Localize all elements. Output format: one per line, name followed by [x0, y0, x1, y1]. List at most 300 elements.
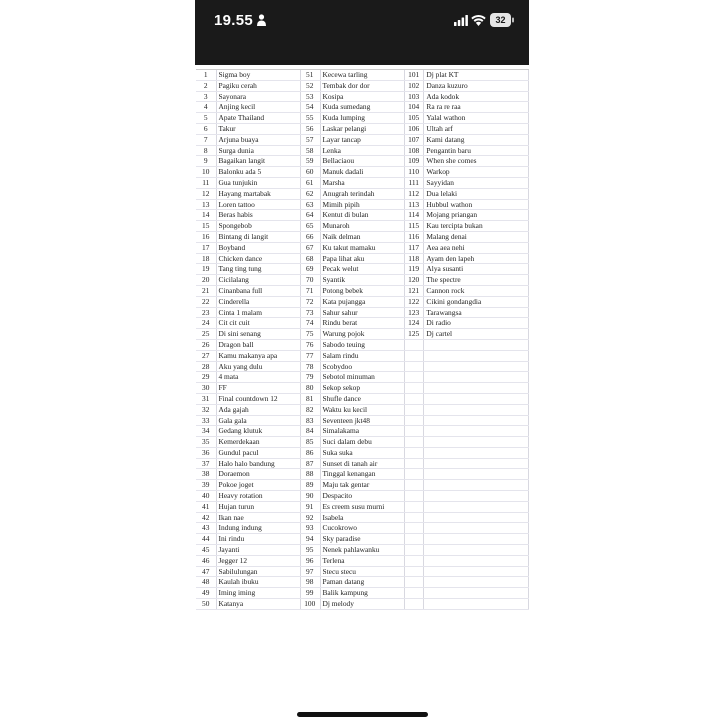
table-row — [404, 339, 529, 350]
table-row — [196, 210, 300, 221]
table-row — [404, 523, 529, 534]
song-title: Takur — [216, 123, 300, 134]
table-row — [300, 285, 404, 296]
table-row — [404, 566, 529, 577]
song-title: Final countdown 12 — [216, 393, 300, 404]
table-row — [404, 491, 529, 502]
song-title: Heavy rotation — [216, 491, 300, 502]
table-row — [404, 350, 529, 361]
song-number: 34 — [196, 426, 216, 437]
table-row — [404, 177, 529, 188]
song-number: 84 — [300, 426, 320, 437]
song-title: Maju tak gentar — [320, 480, 404, 491]
table-row — [300, 264, 404, 275]
table-row — [196, 134, 300, 145]
song-number: 91 — [300, 501, 320, 512]
table-row — [196, 285, 300, 296]
table-row — [300, 145, 404, 156]
song-title: Halo halo bandung — [216, 458, 300, 469]
song-number: 93 — [300, 523, 320, 534]
song-title: Es creem susu murni — [320, 501, 404, 512]
song-number: 60 — [300, 167, 320, 178]
table-row — [196, 480, 300, 491]
song-number: 79 — [300, 372, 320, 383]
song-number: 18 — [196, 253, 216, 264]
song-number: 52 — [300, 80, 320, 91]
table-row — [404, 599, 529, 610]
song-number: 83 — [300, 415, 320, 426]
table-row — [196, 437, 300, 448]
song-title: Sky paradise — [320, 534, 404, 545]
song-title: Hubbul wathon — [424, 199, 529, 210]
table-row — [404, 167, 529, 178]
song-number: 40 — [196, 491, 216, 502]
song-title: Ini rindu — [216, 534, 300, 545]
song-number: 69 — [300, 264, 320, 275]
song-number: 110 — [404, 167, 424, 178]
song-number: 45 — [196, 545, 216, 556]
song-number: 59 — [300, 156, 320, 167]
song-title: Sayyidan — [424, 177, 529, 188]
song-title: Spongebob — [216, 221, 300, 232]
table-row — [300, 599, 404, 610]
song-title: Pengantin baru — [424, 145, 529, 156]
song-number: 121 — [404, 285, 424, 296]
song-title — [424, 523, 529, 534]
song-number: 71 — [300, 285, 320, 296]
table-row — [300, 545, 404, 556]
song-number: 13 — [196, 199, 216, 210]
song-title: Arjuna buaya — [216, 134, 300, 145]
song-number: 17 — [196, 242, 216, 253]
song-title: Pokoe joget — [216, 480, 300, 491]
song-number: 33 — [196, 415, 216, 426]
song-number — [404, 523, 424, 534]
table-row — [196, 469, 300, 480]
song-title: Layar tancap — [320, 134, 404, 145]
table-row — [300, 534, 404, 545]
song-title: Pagiku cerah — [216, 80, 300, 91]
table-row — [196, 231, 300, 242]
table-row — [404, 555, 529, 566]
table-row — [404, 199, 529, 210]
song-number: 41 — [196, 501, 216, 512]
song-number: 44 — [196, 534, 216, 545]
song-number: 95 — [300, 545, 320, 556]
table-row — [300, 167, 404, 178]
song-number — [404, 404, 424, 415]
table-row — [196, 501, 300, 512]
table-row — [196, 491, 300, 502]
song-title: Dj plat KT — [424, 70, 529, 80]
song-title — [424, 534, 529, 545]
song-number: 125 — [404, 329, 424, 340]
song-title: Gedang klutuk — [216, 426, 300, 437]
song-number: 67 — [300, 242, 320, 253]
song-title: Dj melody — [320, 599, 404, 610]
song-number — [404, 545, 424, 556]
song-number: 15 — [196, 221, 216, 232]
table-row — [300, 361, 404, 372]
song-title — [424, 372, 529, 383]
song-title: Anjing kecil — [216, 102, 300, 113]
song-number: 70 — [300, 275, 320, 286]
table-row — [196, 307, 300, 318]
song-number: 24 — [196, 318, 216, 329]
song-number: 53 — [300, 91, 320, 102]
song-number: 65 — [300, 221, 320, 232]
song-title: Gala gala — [216, 415, 300, 426]
song-number: 35 — [196, 437, 216, 448]
song-number: 66 — [300, 231, 320, 242]
song-number: 97 — [300, 566, 320, 577]
song-title: Katanya — [216, 599, 300, 610]
song-number: 87 — [300, 458, 320, 469]
song-number: 64 — [300, 210, 320, 221]
song-number — [404, 426, 424, 437]
song-number: 47 — [196, 566, 216, 577]
song-number — [404, 480, 424, 491]
song-title: The spectre — [424, 275, 529, 286]
song-number: 120 — [404, 275, 424, 286]
table-row — [196, 113, 300, 124]
song-title — [424, 383, 529, 394]
song-number: 58 — [300, 145, 320, 156]
song-title: Suka suka — [320, 447, 404, 458]
table-row — [404, 383, 529, 394]
table-row — [196, 393, 300, 404]
song-title: Sebotol minuman — [320, 372, 404, 383]
song-number: 117 — [404, 242, 424, 253]
song-number: 2 — [196, 80, 216, 91]
song-number: 23 — [196, 307, 216, 318]
table-row — [196, 534, 300, 545]
song-number: 108 — [404, 145, 424, 156]
table-row — [404, 275, 529, 286]
song-title: Sayonara — [216, 91, 300, 102]
table-row — [196, 318, 300, 329]
song-title — [424, 555, 529, 566]
table-row — [196, 296, 300, 307]
song-number: 25 — [196, 329, 216, 340]
song-number: 105 — [404, 113, 424, 124]
song-title: Simalakama — [320, 426, 404, 437]
song-number: 114 — [404, 210, 424, 221]
song-number: 8 — [196, 145, 216, 156]
song-number: 6 — [196, 123, 216, 134]
table-row — [300, 134, 404, 145]
table-row — [300, 275, 404, 286]
song-title: Loren tattoo — [216, 199, 300, 210]
song-title: Ada gajah — [216, 404, 300, 415]
table-row — [404, 253, 529, 264]
song-number — [404, 512, 424, 523]
song-title: Ada kodok — [424, 91, 529, 102]
song-number: 72 — [300, 296, 320, 307]
song-title: Sahur sahur — [320, 307, 404, 318]
song-number: 63 — [300, 199, 320, 210]
song-title — [424, 512, 529, 523]
song-title: Di radio — [424, 318, 529, 329]
table-row — [404, 123, 529, 134]
song-number: 55 — [300, 113, 320, 124]
table-row — [300, 426, 404, 437]
song-table-column-2 — [300, 70, 405, 610]
table-row — [404, 221, 529, 232]
table-row — [300, 501, 404, 512]
song-title: Di sini senang — [216, 329, 300, 340]
song-number: 7 — [196, 134, 216, 145]
song-number: 89 — [300, 480, 320, 491]
song-title: Ku takut mamaku — [320, 242, 404, 253]
table-row — [404, 501, 529, 512]
song-title: Gundul pacul — [216, 447, 300, 458]
table-row — [404, 70, 529, 80]
song-title — [424, 339, 529, 350]
table-row — [404, 534, 529, 545]
song-number: 31 — [196, 393, 216, 404]
person-icon — [257, 14, 266, 26]
song-title — [424, 480, 529, 491]
song-number: 115 — [404, 221, 424, 232]
song-number: 106 — [404, 123, 424, 134]
song-number: 86 — [300, 447, 320, 458]
song-list-document — [196, 69, 529, 610]
table-row — [196, 264, 300, 275]
cellular-signal-icon — [454, 15, 468, 26]
song-title: Gua tunjukin — [216, 177, 300, 188]
song-title: Syantik — [320, 275, 404, 286]
song-number — [404, 339, 424, 350]
table-row — [196, 329, 300, 340]
song-number: 37 — [196, 458, 216, 469]
song-title: Malang denai — [424, 231, 529, 242]
song-title: Dragon ball — [216, 339, 300, 350]
song-title — [424, 361, 529, 372]
table-row — [300, 177, 404, 188]
song-number: 46 — [196, 555, 216, 566]
song-title: Balik kampung — [320, 588, 404, 599]
song-number: 102 — [404, 80, 424, 91]
table-row — [300, 404, 404, 415]
song-title: Jegger 12 — [216, 555, 300, 566]
table-row — [196, 404, 300, 415]
table-row — [404, 210, 529, 221]
song-number — [404, 599, 424, 610]
battery-level: 32 — [495, 15, 506, 25]
song-number: 19 — [196, 264, 216, 275]
song-number: 61 — [300, 177, 320, 188]
song-title: Ayam den lapeh — [424, 253, 529, 264]
song-number: 81 — [300, 393, 320, 404]
song-number: 1 — [196, 70, 216, 80]
song-title — [424, 566, 529, 577]
table-row — [196, 350, 300, 361]
table-row — [196, 588, 300, 599]
song-number: 116 — [404, 231, 424, 242]
song-title — [424, 404, 529, 415]
song-number — [404, 555, 424, 566]
song-number: 96 — [300, 555, 320, 566]
song-title: Cucokrowo — [320, 523, 404, 534]
song-title: Cinta 1 malam — [216, 307, 300, 318]
table-row — [196, 156, 300, 167]
song-title: Kosipa — [320, 91, 404, 102]
song-title — [424, 491, 529, 502]
song-title — [424, 458, 529, 469]
table-row — [196, 80, 300, 91]
song-number — [404, 383, 424, 394]
song-title: Kaulah ibuku — [216, 577, 300, 588]
table-row — [196, 372, 300, 383]
table-row — [300, 318, 404, 329]
song-title — [424, 393, 529, 404]
song-number: 11 — [196, 177, 216, 188]
table-row — [404, 264, 529, 275]
song-number: 38 — [196, 469, 216, 480]
table-row — [196, 426, 300, 437]
song-title: Hayang martabak — [216, 188, 300, 199]
song-title: Cicilalang — [216, 275, 300, 286]
song-title: Mojang priangan — [424, 210, 529, 221]
song-title: Cannon rock — [424, 285, 529, 296]
song-title: Bellaciaou — [320, 156, 404, 167]
song-title: Chicken dance — [216, 253, 300, 264]
song-title: Marsha — [320, 177, 404, 188]
song-number: 82 — [300, 404, 320, 415]
song-title: Kata pujangga — [320, 296, 404, 307]
table-row — [404, 102, 529, 113]
song-table-column-3 — [404, 70, 529, 610]
song-title: Munaroh — [320, 221, 404, 232]
song-title: Cikini gondangdia — [424, 296, 529, 307]
song-number: 94 — [300, 534, 320, 545]
table-row — [196, 123, 300, 134]
song-number: 119 — [404, 264, 424, 275]
table-row — [196, 275, 300, 286]
song-title: FF — [216, 383, 300, 394]
song-number: 123 — [404, 307, 424, 318]
home-indicator[interactable] — [297, 712, 428, 717]
table-row — [404, 242, 529, 253]
song-number: 124 — [404, 318, 424, 329]
song-number: 98 — [300, 577, 320, 588]
song-number: 85 — [300, 437, 320, 448]
song-title: Lenka — [320, 145, 404, 156]
song-title: Stecu stecu — [320, 566, 404, 577]
song-title: Ikan nae — [216, 512, 300, 523]
table-row — [404, 318, 529, 329]
song-number: 73 — [300, 307, 320, 318]
song-number — [404, 469, 424, 480]
table-row — [300, 102, 404, 113]
song-number: 68 — [300, 253, 320, 264]
song-title: Tembak dor dor — [320, 80, 404, 91]
song-number: 5 — [196, 113, 216, 124]
song-title: Suci dalam debu — [320, 437, 404, 448]
song-title: Warkop — [424, 167, 529, 178]
song-title: Hujan turun — [216, 501, 300, 512]
song-title: Scobydoo — [320, 361, 404, 372]
table-row — [300, 70, 404, 80]
song-number: 99 — [300, 588, 320, 599]
song-title: Waktu ku kecil — [320, 404, 404, 415]
song-title: Nenek pahlawanku — [320, 545, 404, 556]
table-row — [404, 188, 529, 199]
song-number: 3 — [196, 91, 216, 102]
status-time: 19.55 — [214, 12, 254, 29]
song-title — [424, 447, 529, 458]
table-row — [300, 393, 404, 404]
song-number: 20 — [196, 275, 216, 286]
song-title — [424, 350, 529, 361]
song-number: 92 — [300, 512, 320, 523]
song-title: Cit cit cuit — [216, 318, 300, 329]
table-row — [300, 437, 404, 448]
song-title: Tarawangsa — [424, 307, 529, 318]
table-row — [196, 221, 300, 232]
song-number: 101 — [404, 70, 424, 80]
song-title: Indung indung — [216, 523, 300, 534]
song-title: Kuda sumedang — [320, 102, 404, 113]
song-number: 48 — [196, 577, 216, 588]
song-title: Aea aea nehi — [424, 242, 529, 253]
table-row — [300, 383, 404, 394]
table-row — [300, 123, 404, 134]
table-row — [404, 512, 529, 523]
table-row — [404, 156, 529, 167]
song-number: 62 — [300, 188, 320, 199]
table-row — [196, 177, 300, 188]
table-row — [404, 329, 529, 340]
song-title: Dj cartel — [424, 329, 529, 340]
battery-icon — [490, 13, 515, 27]
table-row — [196, 167, 300, 178]
song-title: Terlena — [320, 555, 404, 566]
table-row — [404, 426, 529, 437]
song-number — [404, 415, 424, 426]
song-title — [424, 415, 529, 426]
song-title: Rindu berat — [320, 318, 404, 329]
table-row — [300, 588, 404, 599]
table-row — [404, 393, 529, 404]
song-number: 50 — [196, 599, 216, 610]
song-number: 122 — [404, 296, 424, 307]
song-title: Tang ting tung — [216, 264, 300, 275]
table-row — [300, 231, 404, 242]
table-row — [404, 404, 529, 415]
song-number: 43 — [196, 523, 216, 534]
table-row — [300, 199, 404, 210]
table-row — [404, 80, 529, 91]
table-row — [404, 469, 529, 480]
table-row — [196, 199, 300, 210]
song-title: Doraemon — [216, 469, 300, 480]
song-number — [404, 350, 424, 361]
table-row — [300, 296, 404, 307]
song-title: Despacito — [320, 491, 404, 502]
song-title: Kami datang — [424, 134, 529, 145]
song-number — [404, 458, 424, 469]
song-number: 100 — [300, 599, 320, 610]
song-number — [404, 588, 424, 599]
song-title — [424, 501, 529, 512]
table-row — [196, 545, 300, 556]
song-number: 77 — [300, 350, 320, 361]
song-title: Manuk dadali — [320, 167, 404, 178]
song-number — [404, 361, 424, 372]
song-title: Paman datang — [320, 577, 404, 588]
